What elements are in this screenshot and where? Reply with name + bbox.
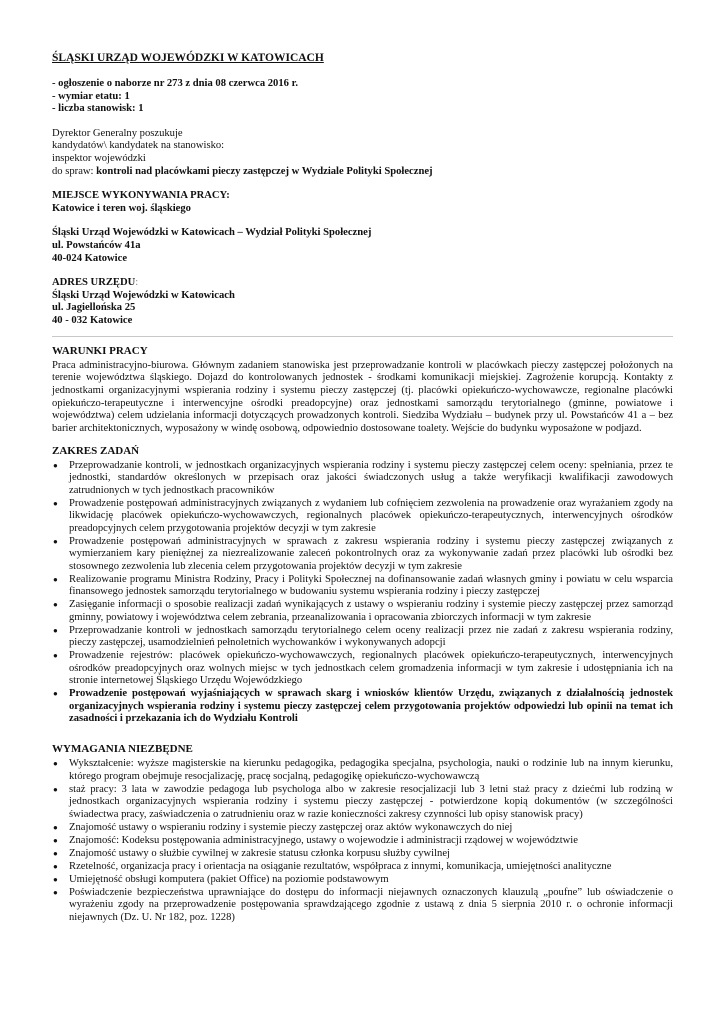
scope-prefix: do spraw: (52, 165, 97, 177)
list-item (52, 650, 673, 688)
list-item (52, 784, 673, 822)
address-street: ul. Jagiellońska 25 (52, 302, 136, 314)
duty-text: Zasięganie informacji o sposobie realizacji zadań wynikających z ustawy o wspieraniu rodziny i systemie pieczy zastępczej przez samorząd gminny, powiatowy i województwa celem zebrania, przeanalizowania i opracowania zbiorczych informacji w tym zakresie (69, 599, 673, 623)
intro-line: Dyrektor Generalny poszukuje (52, 127, 183, 139)
workplace-office: Śląski Urząd Wojewódzki w Katowicach – Wydział Polityki Społecznej (52, 227, 372, 239)
conditions-text: Praca administracyjno-biurowa. Głównym zadaniem stanowiska jest przeprowadzanie kontroli w placówkach pieczy zastępczej położonych na terenie województwa śląskiego. Dojazd do kontrolowanych jednostek - środkami komunikacji miejskiej. Zagrożenie korupcją. Kontakty z jednostkami organizacyjnymi wspierania rodziny i systemu pieczy zastępczej (tj. placówki opiekuńczo-wychowawcze, regionalne placówki opiekuńczo-terapeutyczne i interwencyjne ośrodki preadopcyjne) oraz jednostkami samorządu terytorialnego (gminne, powiatowe i województwa) celem udzielania informacji dotyczących prowadzonych kontroli. Siedziba Wydziału – budynek przy ul. Powstańców 41 a – bez barier architektonicznych, wyposażony w windę osobową, odpowiednio dostosowane toalety. Wejście do budynku wyposażone w podjazd. (52, 359, 673, 435)
requirement-text: Poświadczenie bezpieczeństwa uprawniające do dostępu do informacji niejawnych oznaczonych klauzulą „poufne” lub oświadczenie o wyrażeniu zgody na przeprowadzenie postępowania sprawdzającego zgodnie z ustawą z dnia 5 sierpnia 2010 r. o ochronie informacji niejawnych (Dz. U. Nr 182, poz. 1228) (69, 886, 673, 923)
office-title: ŚLĄSKI URZĄD WOJEWÓDZKI W KATOWICACH (52, 52, 324, 64)
address-block (52, 277, 673, 327)
list-item (52, 848, 673, 861)
list-item (52, 574, 673, 599)
requirement-text: staż pracy: 3 lata w zawodzie pedagoga lub psychologa albo w zakresie resocjalizacji lub 3 letni staż pracy z dziećmi lub rodziną w jednostkach organizacyjnych wspierania rodziny i systemu pieczy zastępczej - potwierdzone kopią dokumentów (w szczególności świadectwa pracy, zaświadczenia o zatrudnieniu oraz w razie konieczności zakresy czynności lub opisy stanowisk pracy) (69, 783, 673, 820)
list-item (52, 835, 673, 848)
requirement-text: Znajomość: Kodeksu postępowania administracyjnego, ustawy o wojewodzie i administracji rządowej w województwie (69, 834, 578, 846)
duty-text: Przeprowadzanie kontroli w jednostkach samorządu terytorialnego celem oceny realizacji przez nie zadań z zakresu wspierania rodziny, pieczy zastępczej, usamodzielnień pełnoletnich wychowanków i wykonywanych adopcji (69, 624, 673, 649)
conditions-section (52, 345, 673, 436)
list-item (52, 460, 673, 498)
workplace-city: 40-024 Katowice (52, 252, 128, 264)
list-item (52, 874, 673, 887)
duty-text: Prowadzenie postępowań wyjaśniających w sprawach skarg i wniosków klientów Urzędu, związanych z działalnością jednostek organizacyjnych wspierania rodziny i systemu pieczy zastępczej celem przygotowania projektów odpowiedzi lub opinii na temat ich zasadności i przekazania ich do Wydziału Kontroli (69, 688, 673, 725)
bullet-icon: ● (53, 848, 58, 858)
section-divider (52, 336, 673, 337)
requirement-text: Znajomość ustawy o wspieraniu rodziny i systemie pieczy zastępczej oraz aktów wykonawczych do niej (69, 821, 513, 833)
list-item (52, 861, 673, 874)
announcement-number: - ogłoszenie o naborze nr 273 z dnia 08 czerwca 2016 r. (52, 78, 298, 89)
requirements-heading: WYMAGANIA NIEZBĘDNE (52, 743, 193, 756)
bullet-icon: ● (53, 689, 58, 699)
duties-section (52, 445, 673, 726)
bullet-icon: ● (53, 625, 58, 635)
bullet-icon: ● (53, 498, 58, 508)
list-item (52, 599, 673, 624)
list-item (52, 498, 673, 536)
bullet-icon: ● (53, 759, 58, 769)
bullet-icon: ● (53, 822, 58, 832)
duty-text: Przeprowadzanie kontroli, w jednostkach organizacyjnych wspierania rodziny i systemu pieczy zastępczej celem oceny: spełniania, przez te jednostki, standardów określonych w przepisach oraz jakości świadczonych usług a także weryfikacji kwalifikacji zawodowych zatrudnionych w tych jednostkach pracowników (69, 459, 673, 496)
scope-text: kontroli nad placówkami pieczy zastępczej w Wydziale Polityki Społecznej (96, 165, 433, 177)
employment-fraction: - wymiar etatu: 1 (52, 90, 130, 102)
bullet-icon: ● (53, 536, 58, 546)
position-scope (52, 166, 673, 179)
requirements-section (52, 743, 673, 924)
bullet-icon: ● (53, 651, 58, 661)
address-colon: : (135, 277, 139, 289)
position-title: inspektor wojewódzki (52, 152, 146, 164)
workplace-heading: MIEJSCE WYKONYWANIA PRACY: (52, 190, 230, 202)
intro-block (52, 128, 673, 178)
bullet-icon: ● (53, 600, 58, 610)
announcement-meta (52, 78, 673, 116)
address-city: 40 - 032 Katowice (52, 314, 133, 326)
duties-list (52, 460, 673, 726)
bullet-icon: ● (53, 460, 58, 470)
requirement-text: Wykształcenie: wyższe magisterskie na kierunku pedagogika, pedagogika specjalna, psychologia, nauki o rodzinie lub na innym kierunku, którego program obejmuje resocjalizację, pracę socjalną, pedagogikę opiekuńczo-wychowawczą (69, 758, 673, 782)
workplace-block (52, 190, 673, 265)
bullet-icon: ● (53, 784, 58, 794)
address-name: Śląski Urząd Wojewódzki w Katowicach (52, 289, 235, 301)
address-heading: ADRES URZĘDU (52, 277, 136, 289)
duty-text: Prowadzenie postępowań administracyjnych w sprawach z zakresu wspierania rodziny i systemu pieczy zastępczej związanych z wymierzaniem kary pieniężnej za niezrealizowanie zaleceń pokontrolnych oraz za wykonywanie zadań przez placówki lub ośrodki bez stosownego zezwolenia lub zlecenia celem przygotowania projektów decyzji w tym zakresie (69, 535, 673, 572)
address-heading-line (52, 277, 673, 290)
bullet-icon: ● (53, 874, 58, 884)
conditions-heading: WARUNKI PRACY (52, 344, 148, 357)
duty-text: Prowadzenie postępowań administracyjnych związanych z wydaniem lub cofnięciem zezwolenia na prowadzenie oraz wyrażaniem zgody na likwidację placówek opiekuńczo-wychowawczych, regionalnych placówek opiekuńczo-terapeutycznych, interwencyjnych ośrodków preadopcyjnych celem przygotowania projektów decyzji w tym zakresie (69, 497, 673, 534)
bullet-icon: ● (53, 887, 58, 897)
duties-heading: ZAKRES ZADAŃ (52, 444, 140, 457)
duty-text: Prowadzenie rejestrów: placówek opiekuńczo-wychowawczych, regionalnych placówek opiekuńczo-terapeutycznych, interwencyjnych ośrodków preadopcyjnych oraz wolnych miejsc w tych jednostkach celem gromadzenia informacji w tym zakresie i udostępniania ich na stronie internetowej Śląskiego Urzędu Wojewódzkiego (69, 650, 673, 687)
positions-count: - liczba stanowisk: 1 (52, 103, 144, 115)
bullet-icon: ● (53, 835, 58, 845)
list-item (52, 625, 673, 650)
requirement-text: Rzetelność, organizacja pracy i orientacja na osiąganie rezultatów, współpraca z innymi, komunikacja, umiejętności analityczne (69, 860, 612, 872)
requirement-text: Znajomość ustawy o służbie cywilnej w zakresie statusu członka korpusu służby cywilnej (69, 847, 450, 859)
requirements-list (52, 758, 673, 924)
requirement-text: Umiejętność obsługi komputera (pakiet Office) na poziomie podstawowym (69, 873, 389, 885)
intro-line: kandydatów\ kandydatek na stanowisko: (52, 140, 225, 152)
bullet-icon: ● (53, 861, 58, 871)
bullet-icon: ● (53, 574, 58, 584)
list-item (52, 758, 673, 783)
workplace-street: ul. Powstańców 41a (52, 239, 141, 251)
list-item (52, 536, 673, 574)
duty-text: Realizowanie programu Ministra Rodziny, Pracy i Polityki Społecznej na dofinansowanie zadań własnych gminy i powiatu w celu wsparcia finansowego jednostek samorządu terytorialnego w budowaniu systemu wspierania rodziny i pieczy zastępczej (69, 573, 673, 598)
workplace-area: Katowice i teren woj. śląskiego (52, 202, 191, 214)
list-item (52, 688, 673, 726)
list-item (52, 887, 673, 925)
list-item (52, 822, 673, 835)
